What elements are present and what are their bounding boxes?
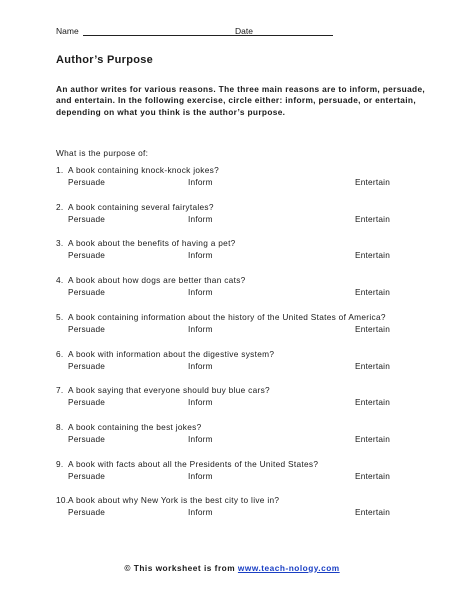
question-text bbox=[56, 202, 214, 212]
page-title: Author’s Purpose bbox=[56, 54, 154, 66]
question-item bbox=[56, 349, 426, 379]
option-inform[interactable]: Inform bbox=[188, 177, 213, 187]
question-number: 1. bbox=[56, 165, 64, 175]
option-persuade[interactable]: Persuade bbox=[68, 250, 106, 261]
question-label: A book about why New York is the best city to live in? bbox=[68, 495, 280, 506]
option-persuade[interactable]: Persuade bbox=[68, 360, 106, 371]
question-item bbox=[56, 495, 426, 525]
question-item bbox=[56, 385, 426, 415]
question-label: A book saying that everyone should buy blue cars? bbox=[68, 385, 270, 396]
question-text bbox=[56, 165, 219, 175]
option-entertain[interactable]: Entertain bbox=[355, 433, 391, 444]
footer-link[interactable]: www.teach-nology.com bbox=[237, 563, 340, 573]
question-item bbox=[56, 165, 426, 195]
question-text bbox=[56, 459, 318, 469]
option-persuade[interactable]: Persuade bbox=[68, 213, 106, 224]
question-label: A book about how dogs are better than cats? bbox=[68, 275, 246, 286]
question-label: A book containing several fairytales? bbox=[68, 201, 214, 212]
option-inform[interactable]: Inform bbox=[188, 287, 213, 298]
question-number: 8. bbox=[56, 421, 64, 432]
option-entertain[interactable]: Entertain bbox=[355, 177, 391, 187]
option-entertain[interactable]: Entertain bbox=[355, 250, 391, 261]
option-persuade[interactable]: Persuade bbox=[68, 287, 106, 298]
question-item bbox=[56, 459, 426, 489]
option-persuade[interactable]: Persuade bbox=[68, 323, 106, 334]
option-inform[interactable]: Inform bbox=[188, 397, 213, 408]
option-entertain[interactable]: Entertain bbox=[355, 213, 391, 224]
option-entertain[interactable]: Entertain bbox=[355, 470, 391, 481]
option-inform[interactable]: Inform bbox=[188, 213, 213, 224]
question-prompt: What is the purpose of: bbox=[56, 148, 149, 158]
option-persuade[interactable]: Persuade bbox=[68, 507, 106, 518]
question-number: 3. bbox=[56, 238, 64, 249]
option-entertain[interactable]: Entertain bbox=[355, 507, 391, 518]
question-number: 2. bbox=[56, 201, 64, 212]
question-label: A book about the benefits of having a pet? bbox=[68, 238, 236, 249]
date-line[interactable] bbox=[256, 35, 333, 36]
question-label: A book containing the best jokes? bbox=[68, 421, 202, 432]
question-text bbox=[56, 349, 274, 359]
question-item bbox=[56, 275, 426, 305]
option-entertain[interactable]: Entertain bbox=[355, 287, 391, 298]
question-number: 4. bbox=[56, 275, 64, 286]
option-inform[interactable]: Inform bbox=[188, 470, 213, 481]
question-item bbox=[56, 312, 426, 342]
question-number: 10. bbox=[56, 495, 69, 506]
question-text bbox=[56, 312, 386, 322]
question-text bbox=[56, 385, 270, 395]
question-text bbox=[56, 275, 246, 285]
option-inform[interactable]: Inform bbox=[188, 433, 213, 444]
option-entertain[interactable]: Entertain bbox=[355, 397, 391, 408]
option-inform[interactable]: Inform bbox=[188, 250, 213, 261]
question-number: 9. bbox=[56, 458, 64, 469]
question-number: 6. bbox=[56, 348, 64, 359]
header-row bbox=[56, 26, 424, 40]
intro-paragraph: An author writes for various reasons. The three main reasons are to inform, persuade, and entertain. In the following exercise, circle either: inform, persuade, or entertain, depending on what you think is the author’s purpose. bbox=[56, 84, 426, 117]
date-label: Date bbox=[235, 26, 253, 36]
footer bbox=[0, 563, 464, 573]
option-inform[interactable]: Inform bbox=[188, 360, 213, 371]
option-persuade[interactable]: Persuade bbox=[68, 397, 106, 408]
footer-prefix: © This worksheet is from bbox=[124, 563, 238, 573]
question-text bbox=[56, 422, 202, 432]
question-label: A book with information about the digestive system? bbox=[68, 348, 275, 359]
question-text bbox=[56, 495, 279, 505]
question-item bbox=[56, 422, 426, 452]
option-inform[interactable]: Inform bbox=[188, 323, 213, 334]
option-inform[interactable]: Inform bbox=[188, 507, 213, 518]
name-label: Name bbox=[56, 26, 79, 36]
option-entertain[interactable]: Entertain bbox=[355, 360, 391, 371]
option-persuade[interactable]: Persuade bbox=[68, 433, 106, 444]
option-persuade[interactable]: Persuade bbox=[68, 177, 106, 187]
question-label: A book containing information about the history of the United States of America? bbox=[68, 311, 386, 322]
question-item bbox=[56, 238, 426, 268]
option-entertain[interactable]: Entertain bbox=[355, 323, 391, 334]
question-item bbox=[56, 202, 426, 232]
question-number: 7. bbox=[56, 385, 64, 396]
question-number: 5. bbox=[56, 311, 64, 322]
question-label: A book containing knock-knock jokes? bbox=[68, 165, 220, 175]
option-persuade[interactable]: Persuade bbox=[68, 470, 106, 481]
question-label: A book with facts about all the Presidents of the United States? bbox=[68, 458, 319, 469]
question-text bbox=[56, 238, 236, 248]
